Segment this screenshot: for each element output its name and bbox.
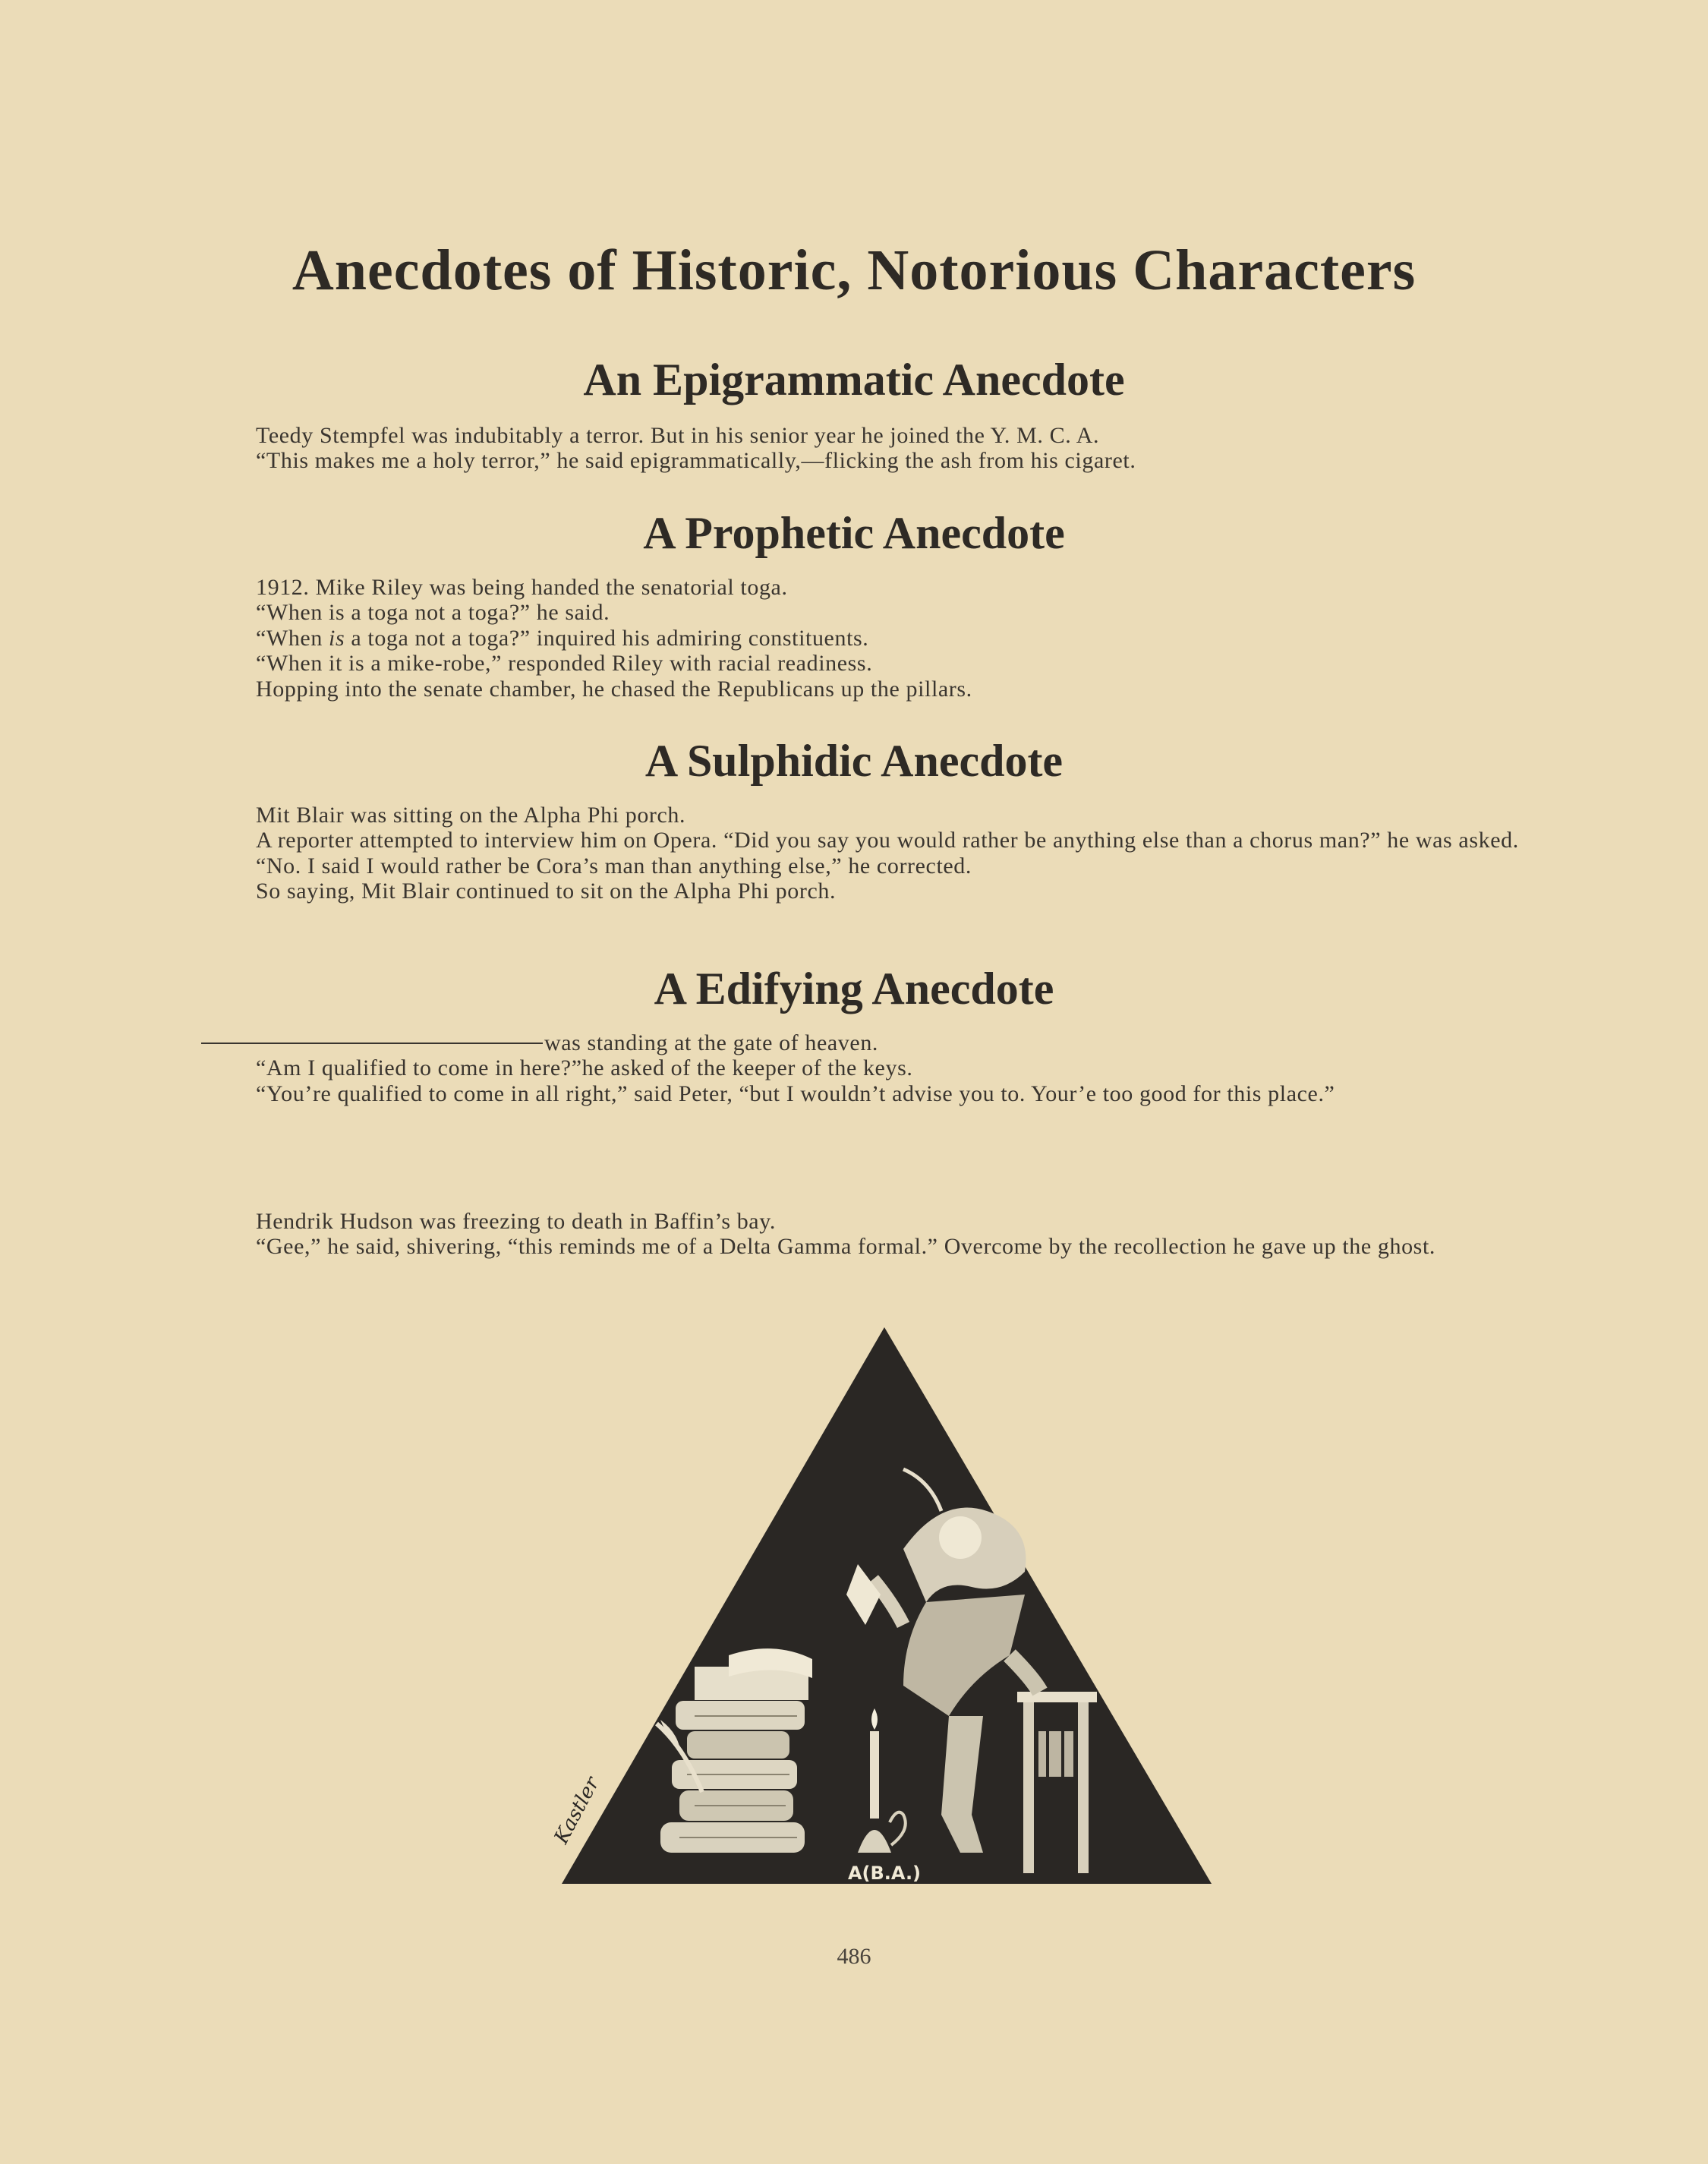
paragraph-line: “You’re qualified to come in all right,” said Peter, “but I wouldn’t advise you to. Your’e too good for this place.”	[256, 1080, 1335, 1106]
page-title: Anecdotes of Historic, Notorious Characters	[291, 238, 1417, 302]
text-run: “When	[256, 625, 329, 651]
paragraph-line: A reporter attempted to interview him on Opera. “Did you say you would rather be anything else than a chorus man?” he was asked.	[256, 828, 1519, 853]
section-epigrammatic-body	[201, 423, 1571, 474]
closing-anecdote-body	[201, 1209, 1571, 1260]
section-edifying-body	[201, 1030, 1571, 1106]
paragraph-line: Teedy Stempfel was indubitably a terror. But in his senior year he joined the Y. M. C. A.	[256, 423, 1100, 448]
page-number: 486	[837, 1944, 871, 1969]
paragraph-line	[201, 1030, 1571, 1055]
illustration-caption: A(B.A.)	[847, 1863, 922, 1884]
section-sulphidic-body	[201, 803, 1571, 904]
paragraph-line: Mit Blair was sitting on the Alpha Phi porch.	[256, 803, 686, 828]
blank-name-rule	[201, 1043, 543, 1044]
paragraph-line: “Am I qualified to come in here?”he asked of the keeper of the keys.	[256, 1055, 913, 1081]
paragraph-line: “When is a toga not a toga?” he said.	[256, 600, 610, 626]
triangle-scholar-illustration	[547, 1321, 1215, 1891]
emphasis-text: is	[329, 625, 345, 651]
artist-signature: Kastler	[550, 1773, 604, 1848]
paragraph-line: “When it is a mike-robe,” responded Riley with racial readiness.	[256, 651, 873, 677]
section-prophetic-body	[201, 575, 1571, 702]
heading-sulphidic: A Sulphidic Anecdote	[644, 736, 1064, 786]
heading-edifying: A Edifying Anecdote	[654, 964, 1054, 1014]
paragraph-line: So saying, Mit Blair continued to sit on the Alpha Phi porch.	[256, 879, 837, 904]
paragraph-line: “Gee,” he said, shivering, “this reminds me of a Delta Gamma formal.” Overcome by the recollection he gave up the ghost.	[256, 1234, 1435, 1260]
paragraph-line: “This makes me a holy terror,” he said epigrammatically,—flicking the ash from his cigaret.	[256, 448, 1136, 474]
paragraph-line	[201, 626, 1571, 651]
paragraph-line: Hopping into the senate chamber, he chased the Republicans up the pillars.	[256, 676, 972, 702]
text-run: a toga not a toga?” inquired his admiring constituents.	[345, 625, 869, 651]
paragraph-line: 1912. Mike Riley was being handed the senatorial toga.	[256, 575, 788, 600]
paragraph-line: “No. I said I would rather be Cora’s man than anything else,” he corrected.	[256, 853, 972, 879]
text-run: was standing at the gate of heaven.	[544, 1030, 879, 1055]
paragraph-line: Hendrik Hudson was freezing to death in Baffin’s bay.	[256, 1209, 776, 1234]
heading-epigrammatic: An Epigrammatic Anecdote	[583, 355, 1125, 405]
heading-prophetic: A Prophetic Anecdote	[643, 508, 1065, 558]
